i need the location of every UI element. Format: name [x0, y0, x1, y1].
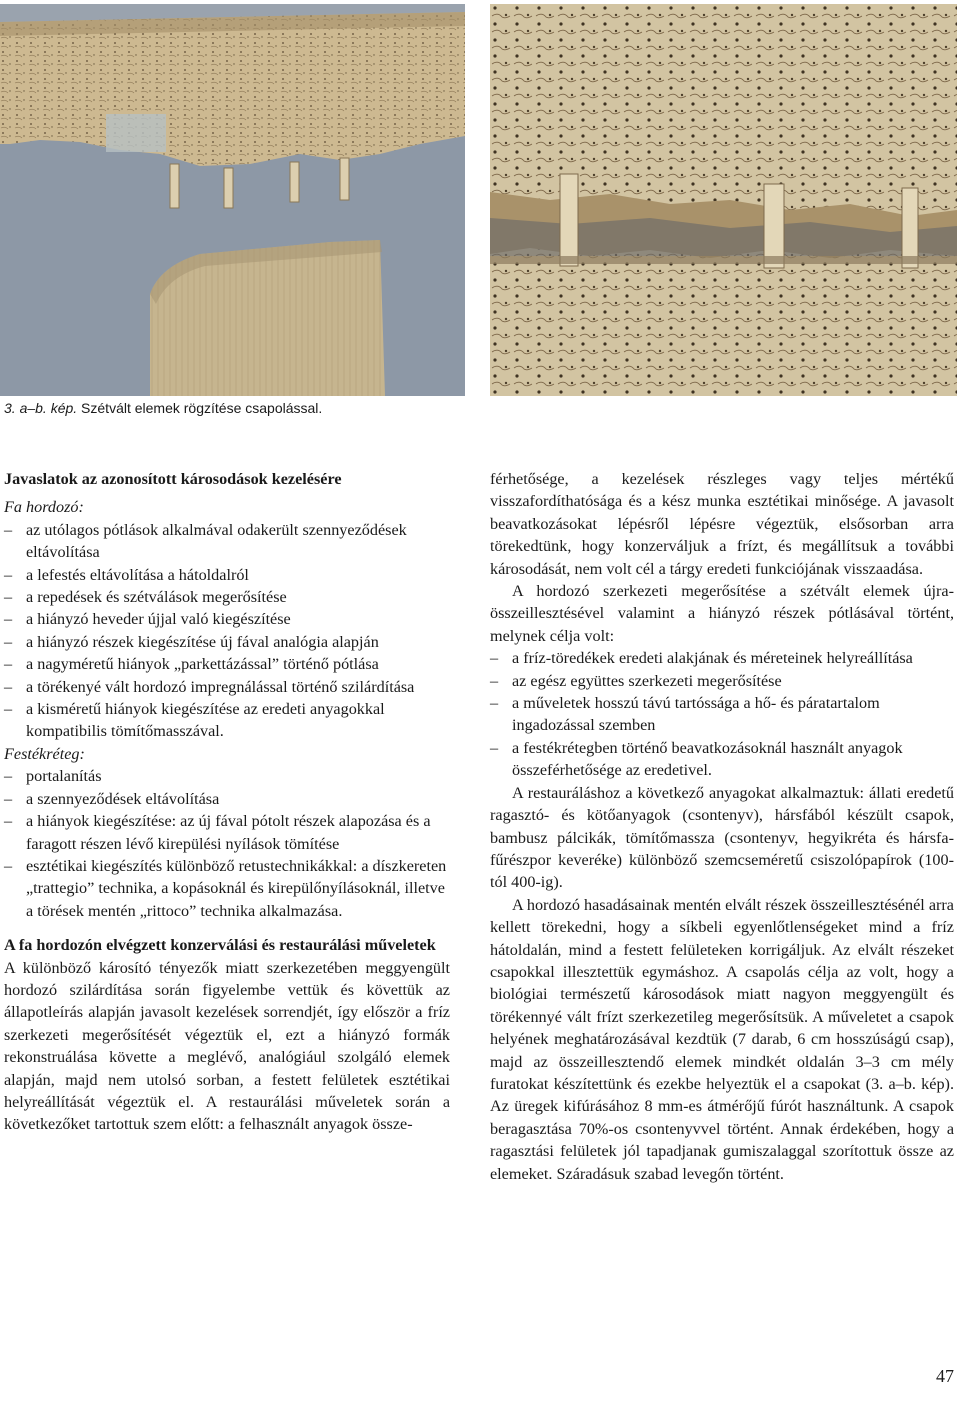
list-item: – az utólagos pótlások alkalmával odakerült szennyeződések eltávolítása — [4, 519, 450, 564]
section-heading-operations: A fa hordozón elvégzett konzerválási és restaurálási műveletek — [4, 936, 436, 955]
body-paragraph: férhetősége, a kezelések részleges vagy teljes mértékű visszafordíthatósága és a kész munka esztétikai minősége. A javasolt beavatkozásokat lépésről lépésre végeztük, elsősorban arra törekedtünk, hogy konzerváljuk a frízt, és megállítsuk a további károsodását, nem volt cél a tárgy eredeti funkciójának visszaadása. — [490, 470, 954, 578]
paint-layer-list — [4, 765, 450, 922]
photo-b-dowel-closeup — [490, 4, 957, 396]
left-column — [4, 468, 450, 1136]
body-paragraph: A különböző károsító tényezők miatt szerkezetében meggyengült hordozó szilárdítása során figyelembe vettük és követtük az állapotleírás alapján javasolt kezelések sorrendjét, így először a fríz szerkezeti megerősítését végeztük el, ezt a hiányzó formák rekonstruálása követte a meglévő, analógiául szolgáló elemek alapján, majd nem utolsó sorban, a festett felületek esztétikai helyreállítását végeztük el. A restaurálási műveletek során a következőket tartottuk szem előtt: a felhasznált anyagok össze- — [4, 958, 450, 1134]
wood-support-list — [4, 519, 450, 743]
list-item: – a hiányzó heveder újjal való kiegészítése — [4, 608, 450, 630]
list-item: – a lefestés eltávolítása a hátoldalról — [4, 564, 450, 586]
goals-list — [490, 647, 954, 781]
caption-label: 3. a–b. kép. — [4, 400, 78, 416]
subheading-wood-support: Fa hordozó: — [4, 498, 84, 517]
list-item: – a nagyméretű hiányok „parkettázással” történő pótlása — [4, 653, 450, 675]
list-item: – esztétikai kiegészítés különböző retustechnikákkal: a díszkereten „trattegio” technika, a kopásoknál és kirepülőnyílásoknál, illetve a törések mentén „rittoco” technika alkalmazása. — [4, 855, 450, 922]
right-column — [490, 468, 954, 1185]
photo-a-wood-fragments — [0, 4, 465, 396]
list-item: – portalanítás — [4, 765, 450, 787]
body-paragraph: A restauráláshoz a következő anyagokat alkalmaztuk: állati eredetű ragasztó- és kötőanyagok (csontenyv), hársfából készült csapok, bambusz pálcikák, tömítőmassza (csontenyv, hegyikréta és hársfa-fűrészpor keveréke) különböző szemcseméretű csiszolópapírok (100-tól 400-ig). — [490, 783, 954, 892]
list-item: – a hiányok kiegészítése: az új fával pótolt részek alapozása és a faragott részen lévő kirepülési nyílások tömítése — [4, 810, 450, 855]
subheading-paint-layer: Festékréteg: — [4, 744, 85, 763]
body-paragraph: A hordozó hasadásainak mentén elvált részek összeillesztésénél arra kellett törekedni, hogy a síkbeli egyenlőtlenségeket mind a fríz hátoldalán, mind a festett felületeken korrigáljuk. Az elvált részeket csapokkal illesztettük egymáshoz. A csapolás célja az volt, hogy a biológiai természetű károsodások miatt nagyon meggyengült és törékennyé vált frízt szerkezetileg megerősítsük. A műveletet a csapok helyének meghatározásával kezdtük (7 darab, 6 cm hosszúságú csap), majd az összeillesztendő elemek mindkét oldalán 3–3 cm mély furatokat készítettünk és ezekbe helyeztük el a csapokat (3. a–b. kép). Az üregek kifúrásához 8 mm-es átmérőjű fúrót használtunk. A csapok beragasztása 70%-os csontenyvvel történt. Annak érdekében, hogy a ragasztási felületek jól tapadjanak gumiszalaggal szorítottuk össze az elemeket. Száradásuk szabad levegőn történt. — [490, 895, 954, 1183]
figure-caption — [4, 400, 322, 416]
photo-a-illustration — [0, 4, 465, 396]
list-item: – a hiányzó részek kiegészítése új fával analógia alapján — [4, 631, 450, 653]
list-item: – a műveletek hosszú távú tartóssága a hő- és páratartalom ingadozással szemben — [490, 692, 954, 737]
list-item: – a szennyeződések eltávolítása — [4, 788, 450, 810]
list-item: – az egész együttes szerkezeti megerősítése — [490, 670, 954, 692]
page-number: 47 — [936, 1366, 954, 1386]
photo-b-illustration — [490, 4, 957, 396]
section-heading-proposals: Javaslatok az azonosított károsodások kezelésére — [4, 470, 342, 488]
list-item: – a repedések és szétválások megerősítése — [4, 586, 450, 608]
list-item: – a fríz-töredékek eredeti alakjának és méreteinek helyreállítása — [490, 647, 954, 669]
caption-text: Szétvált elemek rögzítése csapolással. — [77, 400, 323, 416]
body-paragraph: A hordozó szerkezeti megerősítése a szétvált elemek újra-összeillesztésével valamint a hiányzó részek pótlásával történt, melynek célja volt: — [490, 582, 954, 645]
list-item: – a törékenyé vált hordozó impregnálással történő szilárdítása — [4, 676, 450, 698]
list-item: – a kisméretű hiányok kiegészítése az eredeti anyagokkal kompatibilis tömítőmasszával. — [4, 698, 450, 743]
list-item: – a festékrétegben történő beavatkozásoknál használt anyagok összeférhetősége az eredetivel. — [490, 737, 954, 782]
